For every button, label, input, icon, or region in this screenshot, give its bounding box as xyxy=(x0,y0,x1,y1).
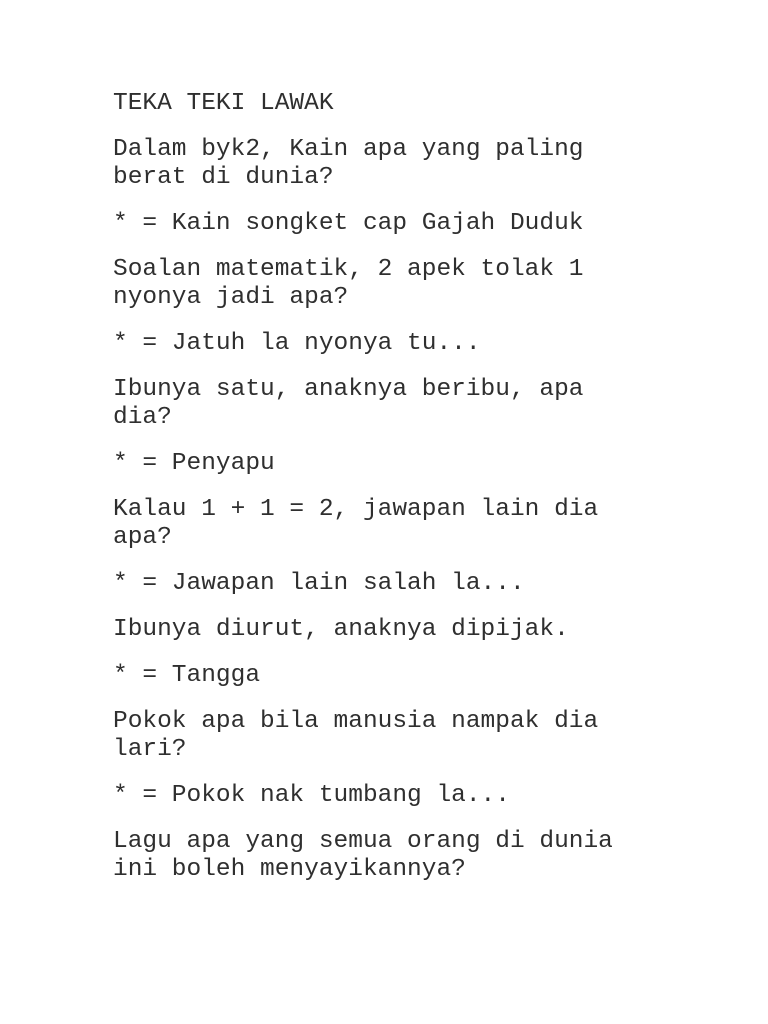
riddle-answer: * = Kain songket cap Gajah Duduk xyxy=(113,210,584,237)
riddle-question: Ibunya satu, anaknya beribu, apa dia? xyxy=(113,376,584,431)
riddle-question: Ibunya diurut, anaknya dipijak. xyxy=(113,616,569,643)
riddle-question: Kalau 1 + 1 = 2, jawapan lain dia apa? xyxy=(113,496,599,551)
riddle-answer: * = Tangga xyxy=(113,662,261,689)
riddle-answer: * = Jawapan lain salah la... xyxy=(113,570,525,597)
riddle-answer: * = Pokok nak tumbang la... xyxy=(113,782,510,809)
document-page xyxy=(113,90,653,884)
riddle-question: Soalan matematik, 2 apek tolak 1 nyonya jadi apa? xyxy=(113,256,584,311)
riddle-question: Pokok apa bila manusia nampak dia lari? xyxy=(113,708,599,763)
document-title: TEKA TEKI LAWAK xyxy=(113,90,334,117)
riddle-answer: * = Jatuh la nyonya tu... xyxy=(113,330,481,357)
riddle-question: Dalam byk2, Kain apa yang paling berat di dunia? xyxy=(113,136,584,191)
riddle-answer: * = Penyapu xyxy=(113,450,275,477)
riddle-question: Lagu apa yang semua orang di dunia ini boleh menyayikannya? xyxy=(113,828,613,883)
